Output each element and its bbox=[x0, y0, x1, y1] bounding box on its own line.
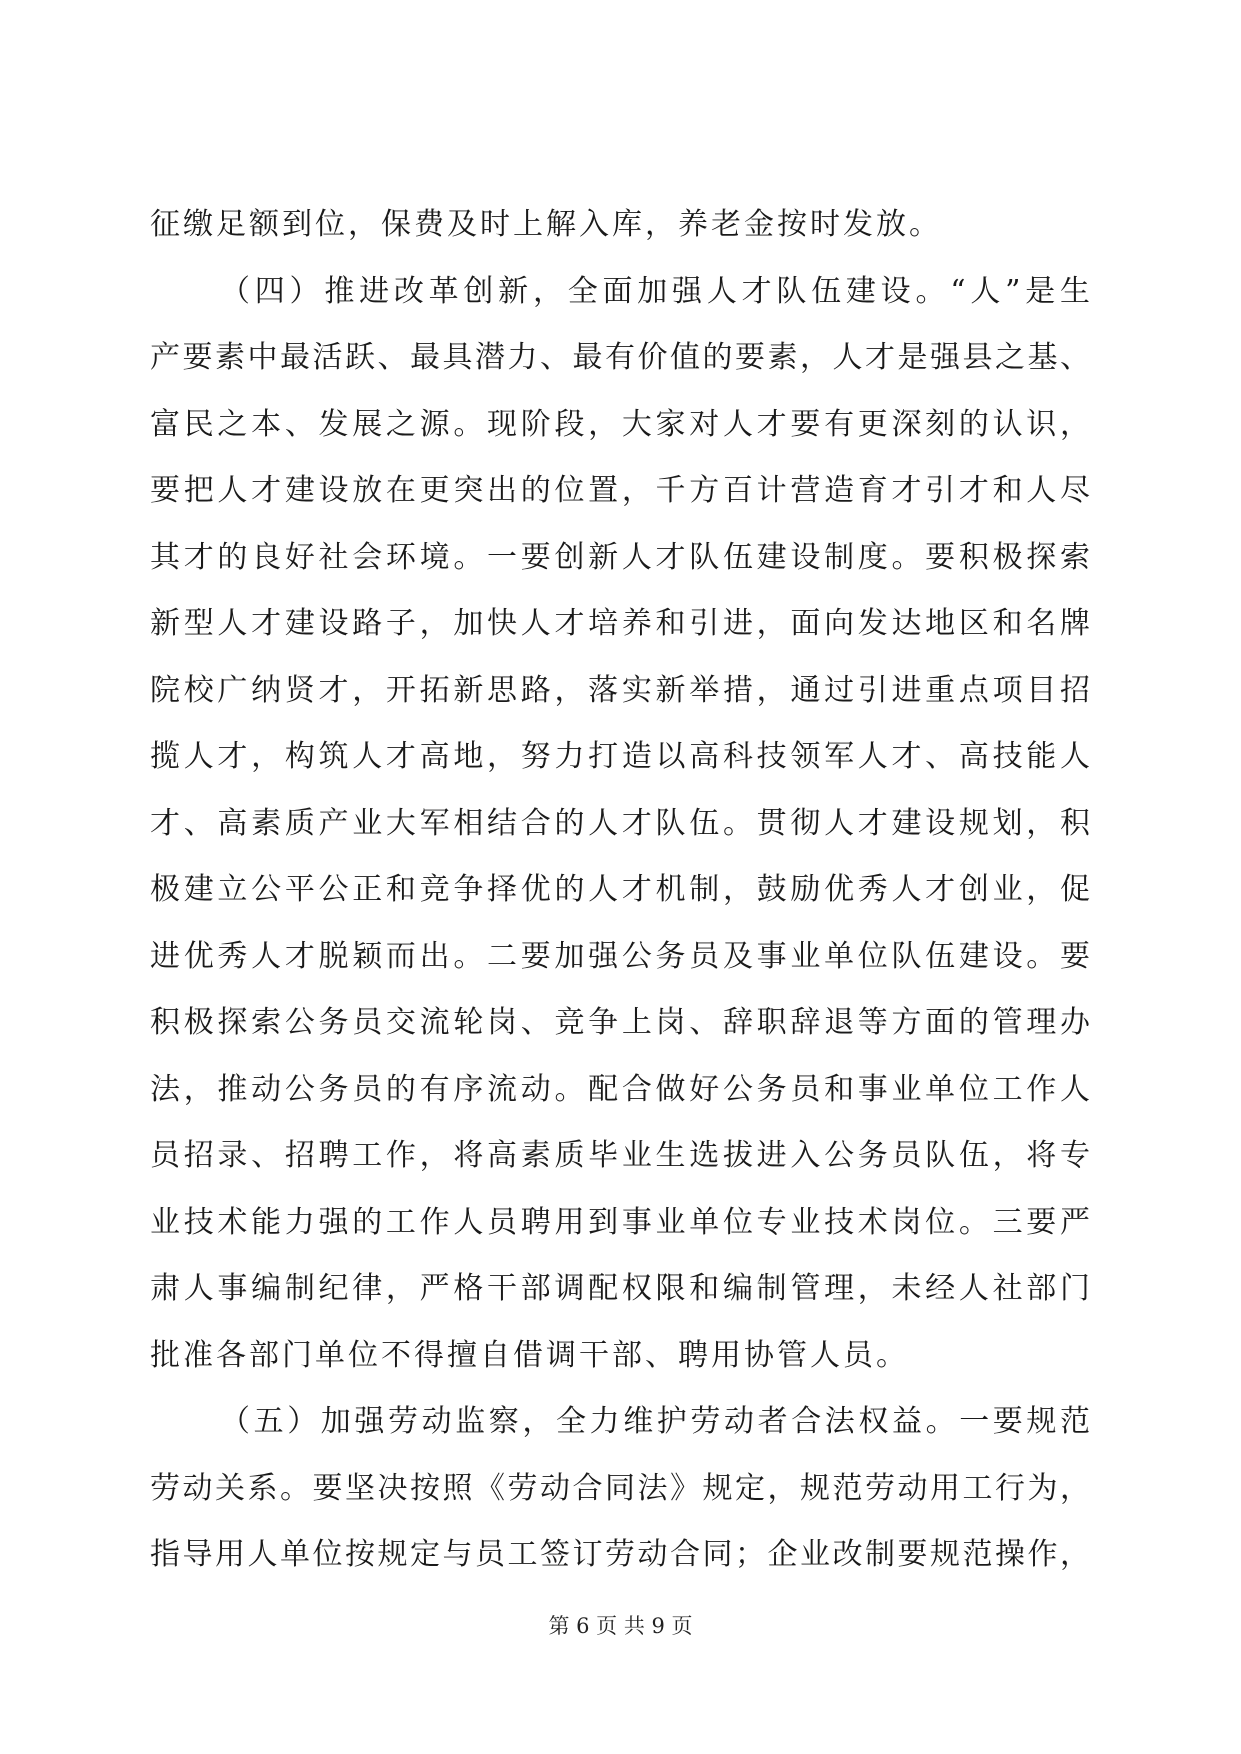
text-line: 产要素中最活跃、最具潜力、最有价值的要素，人才是强县之基、 bbox=[150, 340, 1090, 375]
text-line: 指导用人单位按规定与员工签订劳动合同；企业改制要规范操作， bbox=[150, 1537, 1090, 1572]
text-line: 揽人才，构筑人才高地，努力打造以高科技领军人才、高技能人 bbox=[150, 739, 1090, 774]
section-heading-line: （五）加强劳动监察，全力维护劳动者合法权益。一要规范 bbox=[220, 1404, 1090, 1439]
text-line: 富民之本、发展之源。现阶段，大家对人才要有更深刻的认识， bbox=[150, 407, 1090, 442]
text-line: 院校广纳贤才，开拓新思路，落实新举措，通过引进重点项目招 bbox=[150, 673, 1090, 708]
text-line: 极建立公平公正和竞争择优的人才机制，鼓励优秀人才创业，促 bbox=[150, 872, 1090, 907]
text-line: 其才的良好社会环境。一要创新人才队伍建设制度。要积极探索 bbox=[150, 540, 1090, 575]
text-line: 业技术能力强的工作人员聘用到事业单位专业技术岗位。三要严 bbox=[150, 1205, 1090, 1240]
text-line: 批准各部门单位不得擅自借调干部、聘用协管人员。 bbox=[150, 1338, 909, 1373]
text-line: 征缴足额到位，保费及时上解入库，养老金按时发放。 bbox=[150, 207, 942, 242]
text-line: 才、高素质产业大军相结合的人才队伍。贯彻人才建设规划，积 bbox=[150, 806, 1090, 841]
section-heading-line: （四）推进改革创新，全面加强人才队伍建设。“人”是生 bbox=[220, 274, 1090, 309]
page-number-footer: 第 6 页 共 9 页 bbox=[548, 1614, 693, 1638]
text-line: 积极探索公务员交流轮岗、竞争上岗、辞职辞退等方面的管理办 bbox=[150, 1005, 1090, 1040]
text-line: 新型人才建设路子，加快人才培养和引进，面向发达地区和名牌 bbox=[150, 606, 1090, 641]
text-line: 肃人事编制纪律，严格干部调配权限和编制管理，未经人社部门 bbox=[150, 1271, 1090, 1306]
text-line: 法，推动公务员的有序流动。配合做好公务员和事业单位工作人 bbox=[150, 1072, 1090, 1107]
text-line: 进优秀人才脱颖而出。二要加强公务员及事业单位队伍建设。要 bbox=[150, 939, 1090, 974]
text-line: 要把人才建设放在更突出的位置，千方百计营造育才引才和人尽 bbox=[150, 473, 1090, 508]
text-line: 员招录、招聘工作，将高素质毕业生选拔进入公务员队伍，将专 bbox=[150, 1138, 1090, 1173]
text-line: 劳动关系。要坚决按照《劳动合同法》规定，规范劳动用工行为， bbox=[150, 1471, 1090, 1506]
